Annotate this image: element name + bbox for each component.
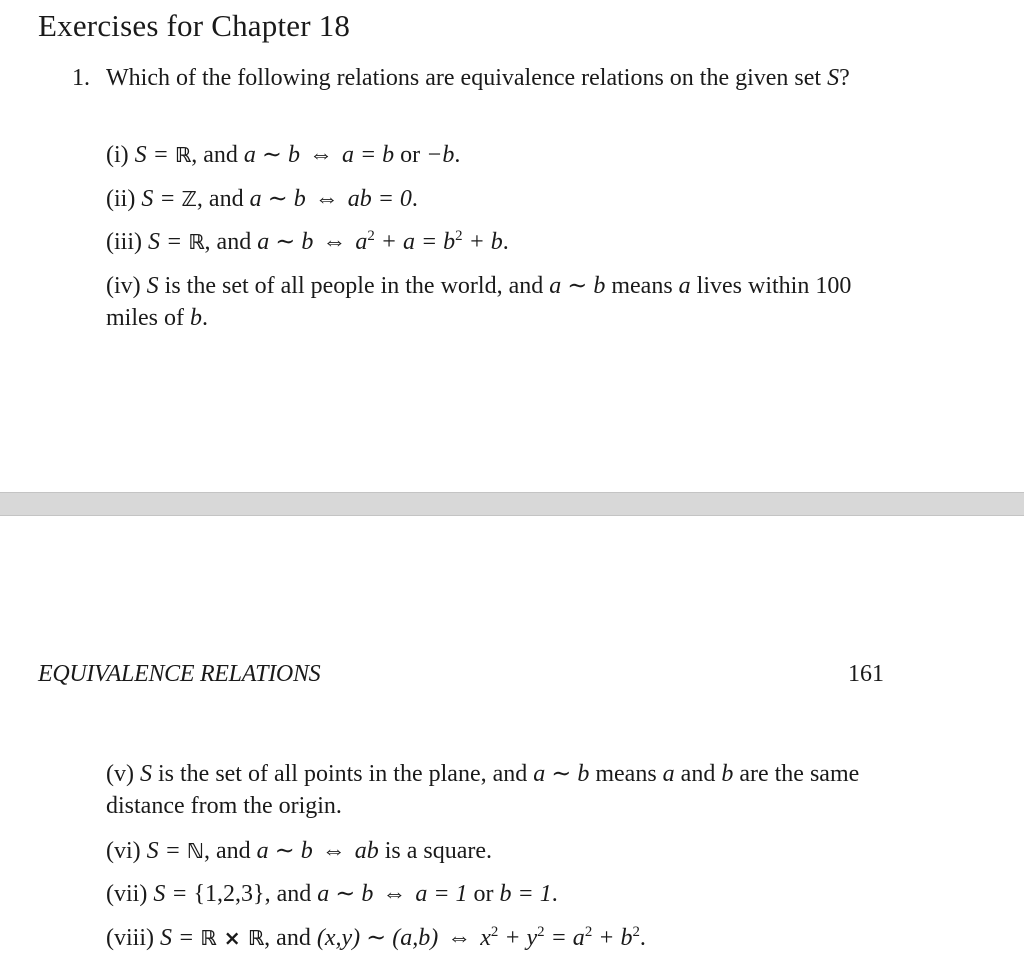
relation-lhs: a ∼ b (243, 142, 300, 168)
exercise-question (106, 62, 896, 94)
set-var: S (139, 761, 152, 787)
relation-rhs: ab = 0 (347, 186, 412, 212)
exercise-number: 1. (72, 65, 90, 91)
exponent: 2 (455, 227, 463, 244)
term-b: + b (592, 925, 633, 951)
page-bottom (0, 516, 1024, 975)
item-label: (i) (106, 142, 129, 168)
set-symbol: ℝ (188, 230, 205, 254)
set-equals: S = (160, 925, 201, 951)
relation-rhs: a = b (341, 142, 395, 168)
text-3: lives within 100 miles of (106, 273, 852, 331)
end-period: . (202, 305, 208, 331)
item-iii (106, 226, 896, 258)
end-period: . (639, 925, 646, 951)
end-period: . (551, 881, 558, 907)
relation-rhs-right: + b (462, 229, 503, 255)
set-symbol: ℝ (174, 143, 192, 167)
item-v (106, 758, 896, 822)
var-a: a (678, 273, 691, 299)
relation: a ∼ b (549, 273, 606, 299)
relation-lhs: a ∼ b (317, 881, 374, 907)
iff-symbol: ⇔ (308, 142, 333, 168)
item-label: (iii) (106, 229, 142, 255)
end-period: . (411, 186, 418, 212)
set-equals: S = (134, 142, 175, 168)
var-a: a (662, 761, 675, 787)
end-period: . (502, 229, 509, 255)
relation-rhs-a: a = 1 (415, 881, 468, 907)
relation-rhs-left: a (355, 229, 368, 255)
iff-symbol: ⇔ (314, 186, 339, 212)
item-i (106, 139, 896, 171)
end-period: . (454, 142, 461, 168)
exponent: 2 (632, 923, 640, 940)
relation-tail: −b (426, 142, 455, 168)
set-literal: {1,2,3} (193, 881, 265, 907)
question-set-var: S (827, 65, 840, 91)
term-x: x (480, 925, 491, 951)
and-text: , and (196, 186, 250, 212)
question-suffix: ? (839, 65, 850, 91)
text-2: means (605, 273, 679, 299)
set-equals: S = (141, 186, 182, 212)
exponent: 2 (537, 923, 545, 940)
text-4: are the same distance from the origin. (106, 761, 860, 819)
iff-symbol: ⇔ (382, 881, 407, 907)
exponent: 2 (367, 227, 375, 244)
set-symbol: ℕ (186, 839, 204, 863)
set-equals: S = (148, 229, 189, 255)
set-equals: S = (153, 881, 194, 907)
relation-rhs-b: b = 1 (499, 881, 552, 907)
var-b: b (190, 305, 202, 331)
running-head: EQUIVALENCE RELATIONS (38, 661, 321, 687)
item-iv (106, 270, 896, 334)
question-prefix: Which of the following relations are equivalence relations on the given set (106, 65, 828, 91)
or-text: or (467, 881, 500, 907)
item-label: (v) (106, 761, 134, 787)
set-symbol: ℤ (181, 187, 197, 211)
page-number: 161 (848, 661, 884, 687)
set-equals: S = (146, 838, 187, 864)
item-vii (106, 878, 896, 910)
item-label: (vii) (106, 881, 148, 907)
and-text: , and (191, 142, 244, 168)
relation-lhs: a ∼ b (249, 186, 306, 212)
term-y: + y (498, 925, 538, 951)
iff-symbol: ⇔ (447, 925, 472, 951)
text-2: means (589, 761, 663, 787)
relation-rhs: ab (354, 838, 379, 864)
exponent: 2 (490, 923, 499, 940)
exponent: 2 (584, 923, 593, 940)
or-text: or (394, 142, 427, 168)
relation-lhs: a ∼ b (257, 229, 314, 255)
set-var: S (146, 273, 159, 299)
relation-lhs: (x,y) ∼ (a,b) (316, 925, 439, 951)
and-text: , and (264, 925, 317, 951)
and-text: , and (264, 881, 318, 907)
relation-lhs: a ∼ b (256, 838, 313, 864)
item-label: (vi) (106, 838, 141, 864)
text-1: is the set of all people in the world, and (158, 273, 550, 299)
item-label: (viii) (106, 925, 154, 951)
relation-rhs-mid: + a = b (374, 229, 456, 255)
term-a: = a (544, 925, 585, 951)
var-b: b (721, 761, 734, 787)
text-1: is the set of all points in the plane, and (151, 761, 534, 787)
item-viii (106, 922, 896, 954)
chapter-title: Exercises for Chapter 18 (38, 8, 351, 43)
and-text: , and (203, 838, 257, 864)
set-symbol: ℝ × ℝ (200, 926, 265, 950)
iff-symbol: ⇔ (322, 229, 347, 255)
relation: a ∼ b (533, 761, 590, 787)
and-text: , and (204, 229, 258, 255)
item-ii (106, 183, 896, 215)
item-label: (ii) (106, 186, 136, 212)
text-3: and (674, 761, 722, 787)
text: is a square. (378, 838, 492, 864)
item-vi (106, 835, 896, 867)
iff-symbol: ⇔ (321, 838, 346, 864)
page-divider (0, 492, 1024, 516)
item-label: (iv) (106, 273, 141, 299)
